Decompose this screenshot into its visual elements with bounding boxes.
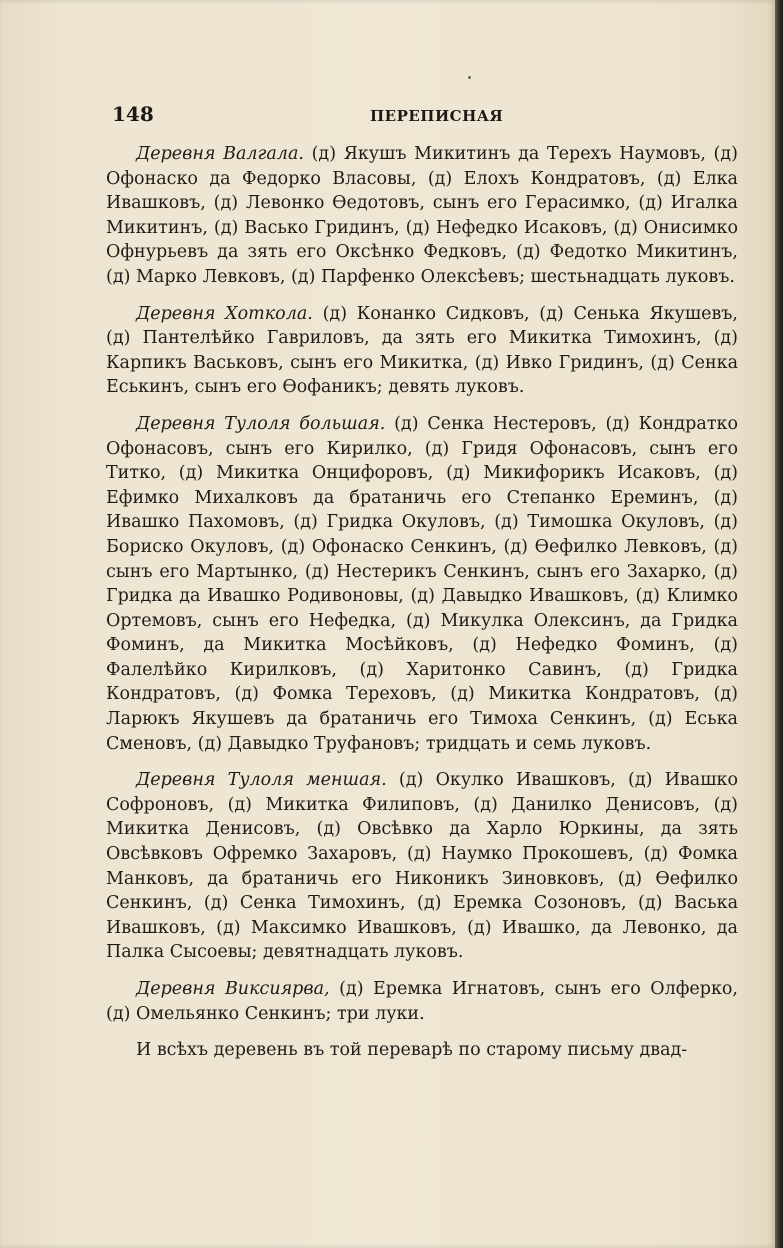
paragraph-tulolya-menshaya [106,768,738,965]
paragraph-text: (д) Якушъ Микитинъ да Терехъ Наумовъ, (д) Офонаско да Федорко Власовы, (д) Елохъ Кондратовъ, (д) Елка Ивашковъ, (д) Левонко Ѳедотовъ, сынъ его Герасимко, (д) Игалка Микитинъ, (д) Васько Гридинъ, (д) Нефедко Исаковъ, (д) Онисимко Офнурьевъ да зять его Оксѣнко Федковъ, (д) Федотко Микитинъ, (д) Марко Левковъ, (д) Парфенко Олексѣевъ; шестьнадцать луковъ. [106,144,738,287]
paragraph-text: (д) Сенка Нестеровъ, (д) Кондратко Офонасовъ, сынъ его Кирилко, (д) Гридя Офонасовъ, сынъ его Титко, (д) Микитка Онцифоровъ, (д) Микифорикъ Исаковъ, (д) Ефимко Михалковъ да братаничь его Степанко Ереминъ, (д) Ивашко Пахомовъ, (д) Гридка Окуловъ, (д) Тимошка Окуловъ, (д) Бориско Окуловъ, (д) Офонаско Сенкинъ, (д) Ѳефилко Левковъ, (д) сынъ его Мартынко, (д) Нестерикъ Сенкинъ, сынъ его Захарко, (д) Гридка да Ивашко Родивоновы, (д) Давыдко Ивашковъ, (д) Климко Ортемовъ, сынъ его Нефедка, (д) Микулка Олексинъ, да Гридка Фоминъ, да Микитка Мосѣйковъ, (д) Нефедко Фоминъ, (д) Фалелѣйко Кирилковъ, (д) Харитонко Савинъ, (д) Гридка Кондратовъ, (д) Фомка Тереховъ, (д) Микитка Кондратовъ, (д) Ларюкъ Якушевъ да братаничь его Тимоха Сенкинъ, (д) Еська Сменовъ, (д) Давыдко Труфановъ; тридцать и семь луковъ. [106,413,738,754]
book-spine-edge [775,0,783,1248]
paragraph-text: И всѣхъ деревень въ той переварѣ по старому письму двад- [136,1040,688,1061]
paragraph-tulolya-bolshaya [106,412,738,756]
paragraph-text: (д) Конанко Сидковъ, (д) Сенька Якушевъ, (д) Пантелѣйко Гавриловъ, да зять его Микитка Тимохинъ, (д) Карпикъ Васьковъ, сынъ его Микитка, (д) Ивко Гридинъ, (д) Сенка Еськинъ, сынъ его Ѳофаникъ; девять луковъ. [106,303,738,398]
page-number: 148 [112,102,154,126]
running-title: ПЕРЕПИСНАЯ [370,107,504,125]
paragraph-text: (д) Окулко Ивашковъ, (д) Ивашко Софроновъ, (д) Микитка Филиповъ, (д) Данилко Денисовъ, (д) Микитка Денисовъ, (д) Овсѣвко да Харло Юркины, да зять Овсѣвковъ Офремко Захаровъ, (д) Наумко Прокошевъ, (д) Фомка Манковъ, да братаничь его Никоникъ Зиновковъ, (д) Ѳефилко Сенкинъ, (д) Сенка Тимохинъ, (д) Еремка Созоновъ, (д) Васька Ивашковъ, (д) Максимко Ивашковъ, (д) Ивашко, да Левонко, да Палка Сысоевы; девятнадцать луковъ. [106,770,738,963]
paragraph-khotkola [106,302,738,400]
village-name: Деревня Виксиярва, [136,979,330,999]
village-name: Деревня Тулоля меншая. [136,770,387,791]
paragraph-total [106,1038,738,1063]
village-name: Деревня Тулоля большая. [136,413,386,434]
page-header [112,102,732,132]
village-name: Деревня Хоткола. [136,303,313,324]
paragraph-valgala [106,142,738,290]
paragraph-text: (д) Еремка Игнатовъ, сынъ его Олферко, (д) Омельянко Сенкинъ; три луки. [106,979,738,1024]
village-name: Деревня Валгала. [136,144,304,164]
page-body [106,142,738,1063]
paragraph-viksiyarva [106,977,738,1026]
print-speck [468,76,471,79]
